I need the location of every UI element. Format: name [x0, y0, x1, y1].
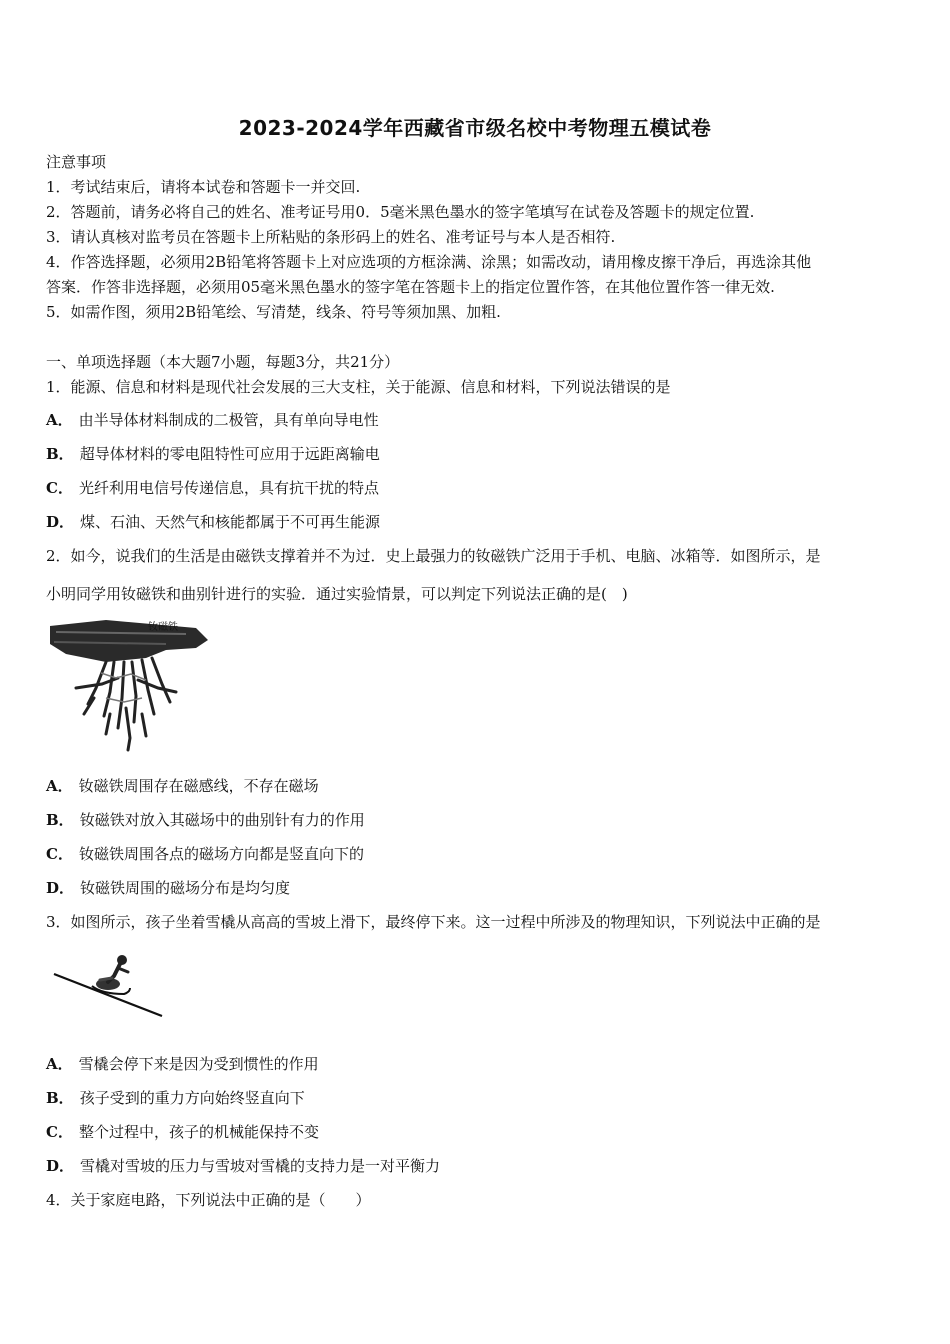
notice-item-4-cont: 答案．作答非选择题，必须用05毫米黑色墨水的签字笔在答题卡上的指定位置作答，在其他位置作答一律无效. [46, 278, 775, 296]
q2-option-d [46, 878, 290, 898]
option-text: 整个过程中，孩子的机械能保持不变 [78, 1123, 319, 1141]
page-title: 2023-2024学年西藏省市级名校中考物理五模试卷 [238, 116, 712, 140]
q2-option-a [46, 776, 319, 796]
option-letter: A． [46, 777, 73, 795]
notice-item-5: 5．如需作图，须用2B铅笔绘、写清楚，线条、符号等须加黑、加粗. [46, 303, 501, 321]
q1-option-a [46, 410, 379, 430]
q3-stem: 3．如图所示，孩子坐着雪橇从高高的雪坡上滑下，最终停下来。这一过程中所涉及的物理知识，下列说法中正确的是 [46, 913, 821, 931]
q1-stem: 1．能源、信息和材料是现代社会发展的三大支柱，关于能源、信息和材料，下列说法错误的是 [46, 378, 671, 396]
q4-stem: 4．关于家庭电路，下列说法中正确的是（ ） [46, 1191, 371, 1209]
magnet-paperclips-figure [46, 618, 216, 756]
q2-stem-line-1: 2．如今，说我们的生活是由磁铁支撑着并不为过．史上最强力的钕磁铁广泛用于手机、电脑、冰箱等．如图所示，是 [46, 547, 821, 565]
q1-option-b [46, 444, 380, 464]
notice-item-4: 4．作答选择题，必须用2B铅笔将答题卡上对应选项的方框涂满、涂黑；如需改动，请用橡皮擦干净后，再选涂其他 [46, 253, 812, 271]
figure-label: 钕磁铁 [148, 622, 178, 633]
option-text: 雪橇会停下来是因为受到惯性的作用 [78, 1055, 319, 1073]
option-letter: C． [46, 845, 73, 863]
option-letter: D． [46, 1157, 75, 1175]
q3-option-c [46, 1122, 319, 1142]
option-text: 雪橇对雪坡的压力与雪坡对雪橇的支持力是一对平衡力 [80, 1157, 441, 1175]
q3-option-d [46, 1156, 440, 1176]
option-letter: C． [46, 479, 73, 497]
option-letter: D． [46, 879, 75, 897]
notice-item-3: 3．请认真核对监考员在答题卡上所粘贴的条形码上的姓名、准考证号与本人是否相符. [46, 228, 616, 246]
option-letter: B． [46, 1089, 74, 1107]
option-letter: D． [46, 513, 75, 531]
option-letter: A． [46, 411, 73, 429]
option-text: 由半导体材料制成的二极管，具有单向导电性 [78, 411, 379, 429]
option-letter: C． [46, 1123, 73, 1141]
q2-stem-line-2: 小明同学用钕磁铁和曲别针进行的实验．通过实验情景，可以判定下列说法正确的是( ) [46, 585, 628, 603]
option-text: 钕磁铁周围存在磁感线，不存在磁场 [78, 777, 319, 795]
notice-heading: 注意事项 [46, 153, 107, 171]
option-text: 钕磁铁周围的磁场分布是均匀度 [80, 879, 291, 897]
notice-item-1: 1．考试结束后，请将本试卷和答题卡一并交回. [46, 178, 361, 196]
option-text: 钕磁铁对放入其磁场中的曲别针有力的作用 [79, 811, 365, 829]
q1-option-d [46, 512, 380, 532]
q2-option-c [46, 844, 364, 864]
q3-option-b [46, 1088, 305, 1108]
q3-option-a [46, 1054, 319, 1074]
sled-slope-figure [50, 950, 166, 1020]
option-text: 光纤利用电信号传递信息，具有抗干扰的特点 [78, 479, 379, 497]
option-letter: B． [46, 445, 74, 463]
option-letter: B． [46, 811, 74, 829]
option-text: 钕磁铁周围各点的磁场方向都是竖直向下的 [78, 845, 364, 863]
notice-item-2: 2．答题前，请务必将自己的姓名、准考证号用0．5毫米黑色墨水的签字笔填写在试卷及答题卡的规定位置. [46, 203, 755, 221]
q2-option-b [46, 810, 365, 830]
option-text: 煤、石油、天然气和核能都属于不可再生能源 [80, 513, 381, 531]
option-text: 孩子受到的重力方向始终竖直向下 [79, 1089, 305, 1107]
section-heading: 一、单项选择题（本大题7小题，每题3分，共21分） [46, 353, 400, 371]
option-text: 超导体材料的零电阻特性可应用于远距离输电 [79, 445, 380, 463]
option-letter: A． [46, 1055, 73, 1073]
q1-option-c [46, 478, 379, 498]
